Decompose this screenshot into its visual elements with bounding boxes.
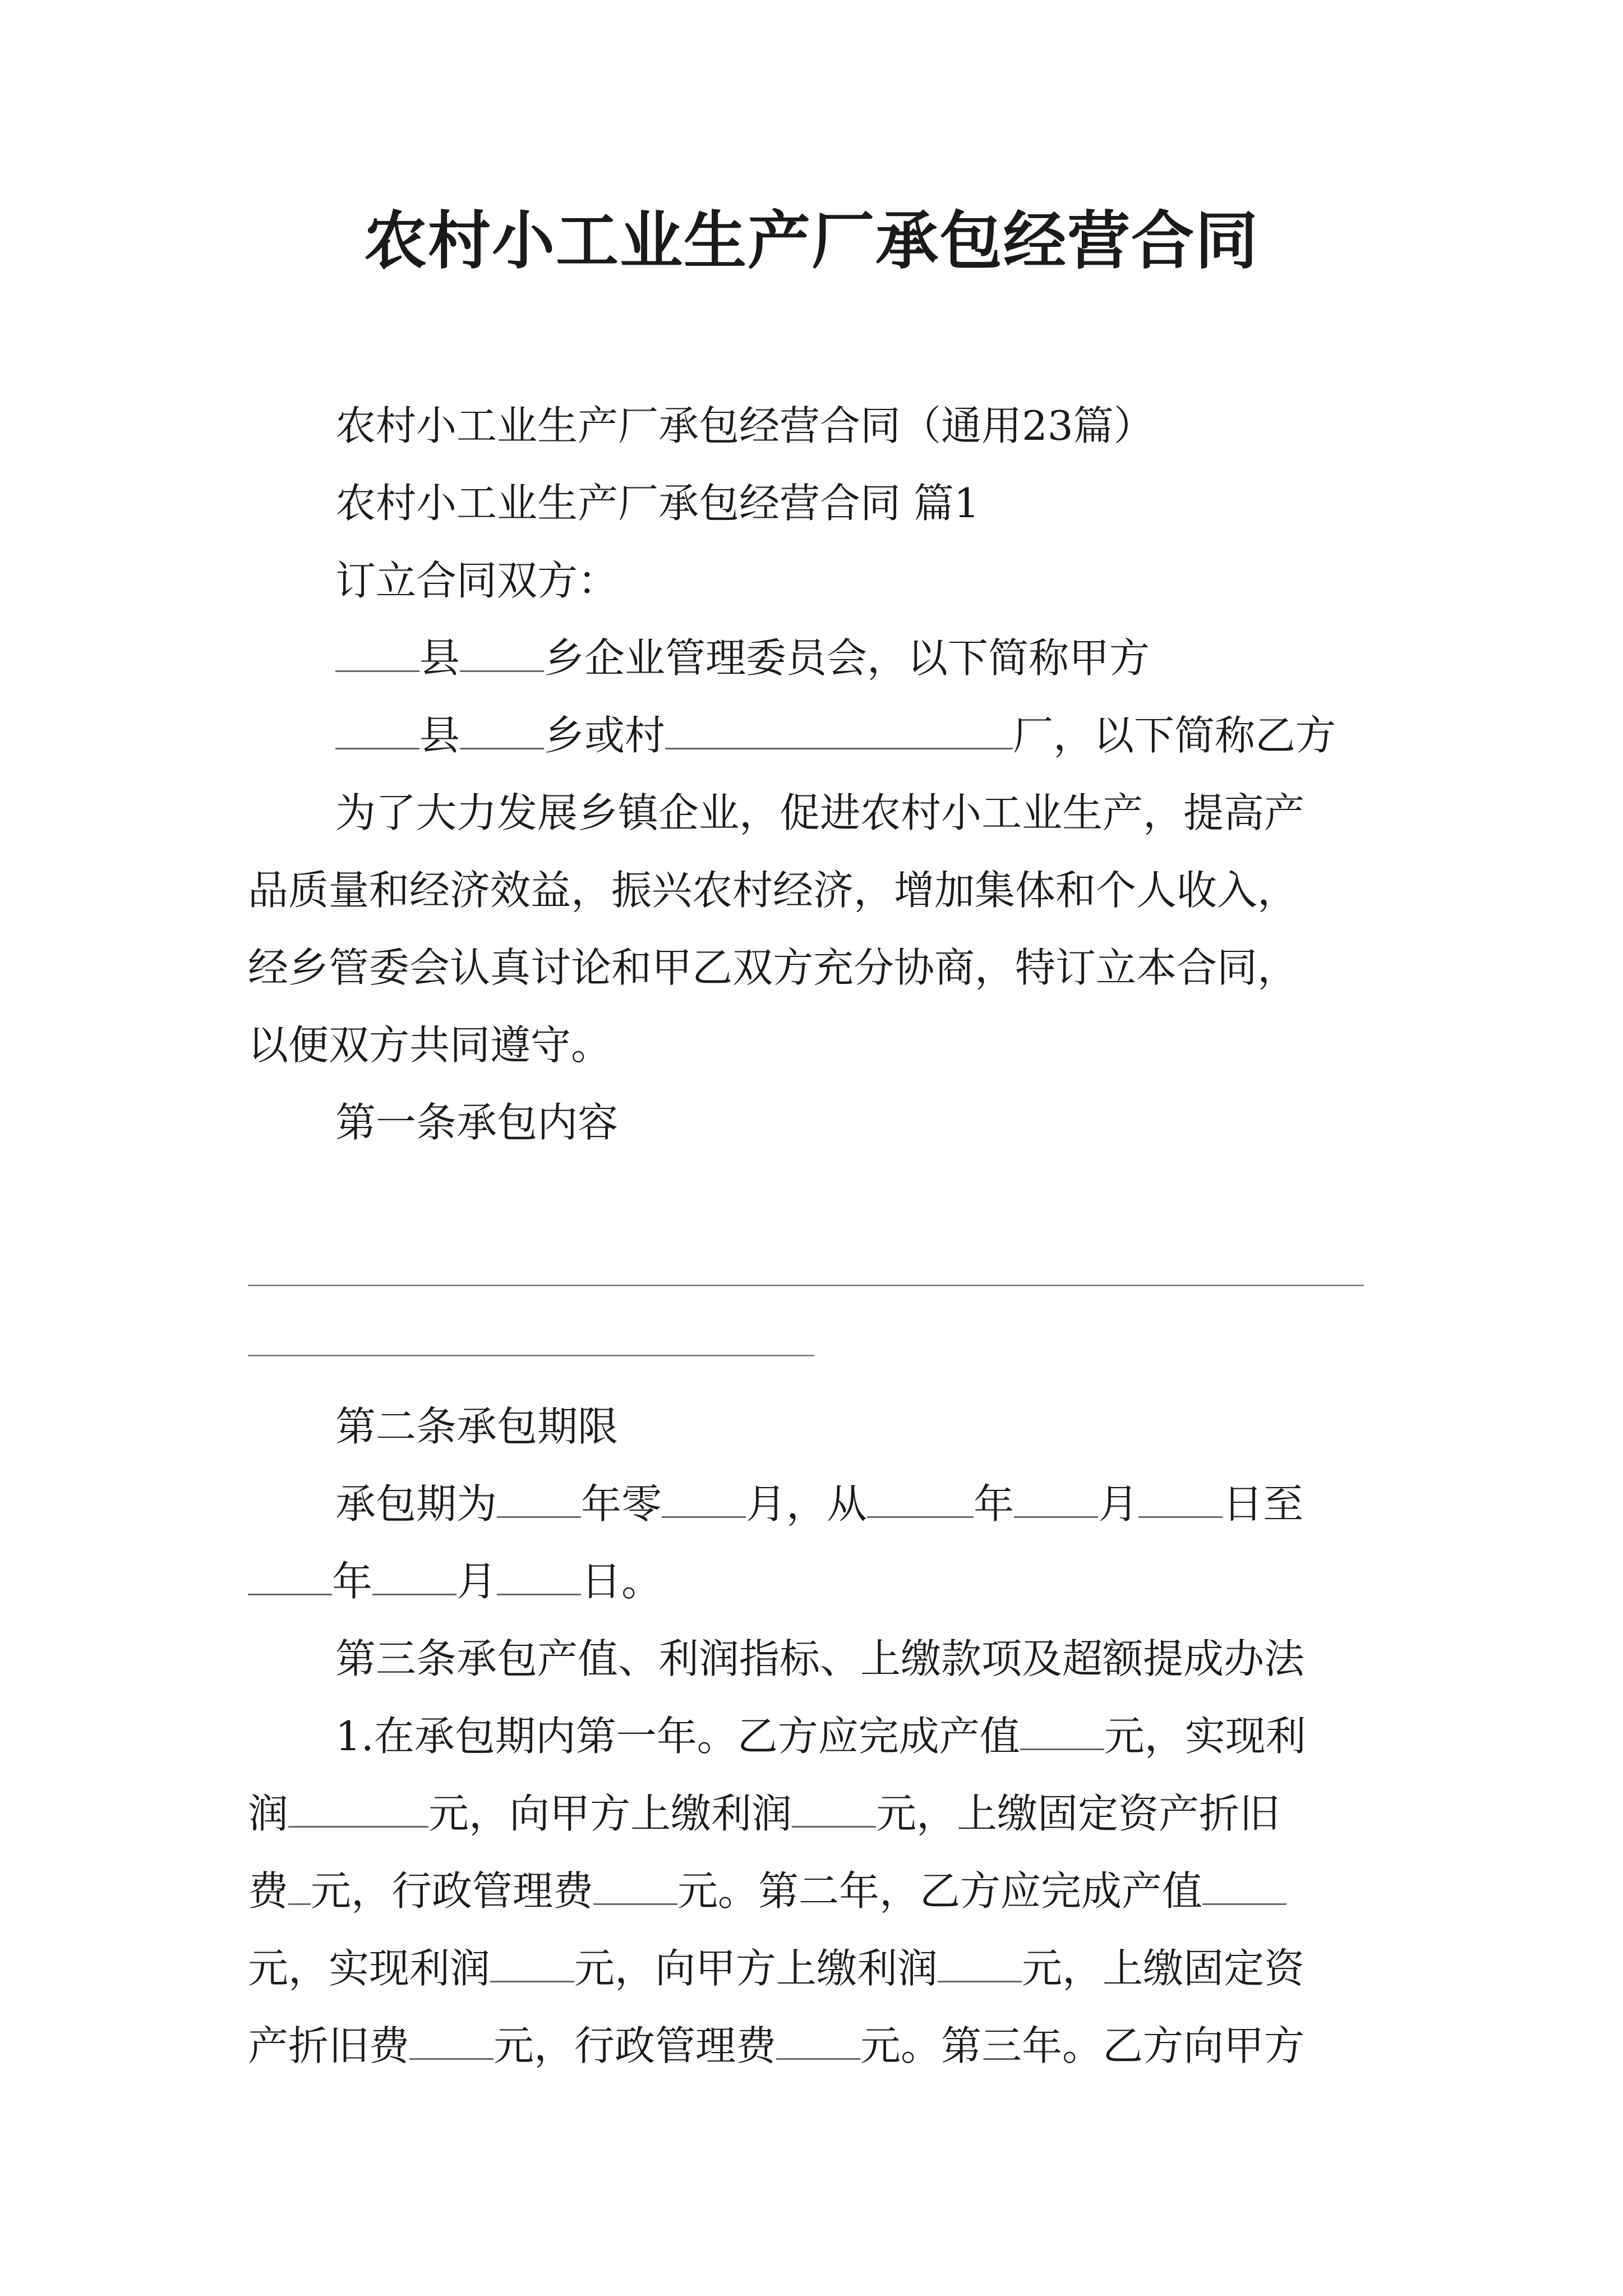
party-a-rest: 乡企业管理委员会，以下简称甲方 — [544, 634, 1150, 682]
blank-field[interactable] — [662, 1477, 746, 1518]
clause-line — [248, 1852, 1393, 1930]
blank-field[interactable] — [593, 1864, 677, 1905]
party-b-line — [248, 697, 1393, 774]
article-1-title: 第一条承包内容 — [335, 1099, 619, 1146]
preamble-line: 品质量和经济效益，振兴农村经济，增加集体和个人收入， — [248, 867, 1298, 914]
blank-field[interactable] — [288, 1864, 311, 1905]
party-a-county: 县 — [419, 634, 460, 682]
blank-field[interactable] — [665, 708, 1013, 749]
blank-field[interactable] — [1014, 1477, 1098, 1518]
party-a-line — [248, 619, 1393, 697]
clause-text: 元，实现利润 — [248, 1945, 491, 1992]
clause-text: 元，上缴固定资 — [1022, 1945, 1305, 1992]
term-line — [248, 1465, 1393, 1543]
blank-field[interactable] — [497, 1477, 581, 1518]
clause-text: 元，上缴固定资产折旧 — [876, 1790, 1280, 1837]
preamble-line: 以便双方共同遵守。 — [248, 1022, 612, 1069]
clause-line — [248, 1697, 1393, 1775]
parties-intro: 订立合同双方： — [335, 557, 619, 604]
term-text: 月，从 — [746, 1480, 868, 1527]
clause-text: 元。第三年。乙方向甲方 — [860, 2022, 1305, 2069]
blank-field[interactable] — [460, 708, 544, 749]
heading-general: 农村小工业生产厂承包经营合同（通用23篇） — [335, 402, 1154, 449]
clause-text: 费 — [248, 1867, 289, 1915]
blank-field[interactable] — [288, 1787, 428, 1828]
blank-field[interactable] — [867, 1477, 974, 1518]
article-3-title: 第三条承包产值、利润指标、上缴款项及超额提成办法 — [335, 1635, 1305, 1682]
clause-text: 元，向甲方上缴利润 — [574, 1945, 938, 1992]
clause-text: 润 — [248, 1790, 289, 1837]
clause-text: 1.在承包期内第一年。乙方应完成产值 — [335, 1713, 1020, 1760]
preamble-line: 为了大力发展乡镇企业，促进农村小工业生产，提高产 — [335, 789, 1305, 836]
blank-field[interactable] — [938, 1941, 1022, 1982]
blank-field[interactable] — [1202, 1864, 1287, 1905]
term-text: 月 — [457, 1558, 497, 1605]
term-text: 日至 — [1223, 1480, 1304, 1527]
term-text: 年零 — [581, 1480, 662, 1527]
party-b-town: 乡或村 — [544, 712, 666, 759]
blank-field[interactable] — [335, 631, 419, 672]
clause-line — [248, 2007, 1393, 2085]
term-text: 年 — [974, 1480, 1015, 1527]
blank-field[interactable] — [1020, 1709, 1104, 1750]
term-text: 承包期为 — [335, 1480, 497, 1527]
blank-field[interactable] — [460, 631, 544, 672]
party-b-county: 县 — [419, 712, 460, 759]
term-line-2 — [248, 1543, 1393, 1620]
clause-text: 产折旧费 — [248, 2022, 410, 2069]
blank-field[interactable] — [372, 1554, 457, 1595]
clause-text: 元，向甲方上缴利润 — [428, 1790, 792, 1837]
term-text: 月 — [1098, 1480, 1139, 1527]
heading-part: 农村小工业生产厂承包经营合同 篇1 — [335, 480, 980, 527]
clause-line — [248, 1930, 1393, 2007]
clause-text: 元，行政管理费 — [311, 1867, 594, 1915]
page-title: 农村小工业生产厂承包经营合同 — [364, 205, 1259, 278]
term-text: 日。 — [581, 1558, 662, 1605]
blank-field[interactable] — [497, 1554, 581, 1595]
clause-line — [248, 1775, 1393, 1852]
clause-text: 元，实现利 — [1104, 1713, 1306, 1760]
blank-field[interactable] — [248, 1554, 332, 1595]
term-text: 年 — [332, 1558, 373, 1605]
contract-body — [248, 387, 1393, 2085]
blank-field[interactable] — [335, 708, 419, 749]
clause-text: 元。第二年，乙方应完成产值 — [677, 1867, 1203, 1915]
blank-field[interactable] — [1138, 1477, 1223, 1518]
blank-field[interactable] — [409, 2019, 494, 2060]
party-b-rest: 厂，以下简称乙方 — [1013, 712, 1336, 759]
article-2-title: 第二条承包期限 — [335, 1403, 619, 1450]
blank-field[interactable] — [792, 1787, 876, 1828]
clause-text: 元，行政管理费 — [494, 2022, 777, 2069]
preamble-line: 经乡管委会认真讨论和甲乙双方充分协商，特订立本合同， — [248, 944, 1298, 991]
blank-field[interactable] — [490, 1941, 574, 1982]
blank-field[interactable] — [776, 2019, 860, 2060]
